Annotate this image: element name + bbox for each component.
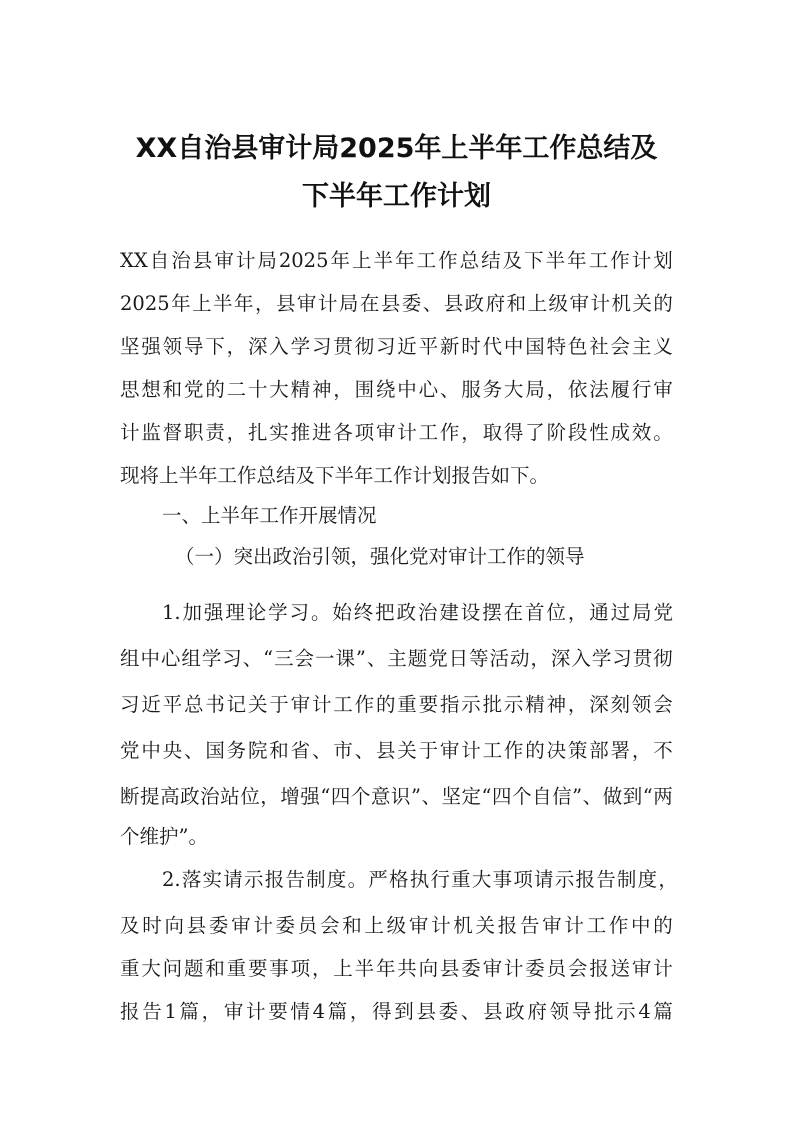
body-line-16: 及 时 向 县 委 审 计 委 员 会 和 上 级 审 计 机 关 报 告 审 计 工 作 中 的 <box>120 914 673 937</box>
document-title-line-1: XX自治县审计局2025年上半年工作总结及 <box>135 133 658 164</box>
body-line-2: 2025 年 上 半 年 ， 县 审 计 局 在 县 委 、 县 政 府 和 上 级 审 计 机 关 的 <box>120 292 673 315</box>
body-line-6: 现将上半年工作总结及下半年工作计划报告如下。 <box>120 464 550 487</box>
body-line-12: 党 中 央 、 国 务 院 和 省 、 市 、 县 关 于 审 计 工 作 的 决 策 部 署 ， 不 <box>120 739 673 762</box>
body-line-1: XX 自 治 县 审 计 局 2025 年 上 半 年 工 作 总 结 及 下 半 年 工 作 计 划 <box>120 249 673 272</box>
body-line-5: 计 监 督 职 责 ， 扎 实 推 进 各 项 审 计 工 作 ， 取 得 了 阶 段 性 成 效 。 <box>120 421 673 444</box>
body-line-4: 思 想 和 党 的 二 十 大 精 神 ， 围 绕 中 心 、 服 务 大 局 ， 依 法 履 行 审 <box>120 378 673 401</box>
body-line-17: 重 大 问 题 和 重 要 事 项 ， 上 半 年 共 向 县 委 审 计 委 员 会 报 送 审 计 <box>120 957 673 980</box>
body-line-14: 个维护”。 <box>120 825 208 848</box>
subsection-heading: （一）突出政治引领，强化党对审计工作的领导 <box>175 545 585 568</box>
document-title-line-2: 下半年工作计划 <box>302 181 491 212</box>
body-line-15: 2. 落 实 请 示 报 告 制 度 。 严 格 执 行 重 大 事 项 请 示 报 告 制 度 ， <box>162 868 678 891</box>
section-heading: 一、上半年工作开展情况 <box>162 504 377 527</box>
body-line-3: 坚 强 领 导 下 ， 深 入 学 习 贯 彻 习 近 平 新 时 代 中 国 特 色 社 会 主 义 <box>120 335 673 358</box>
body-line-10: 组 中 心 组 学 习 、 “ 三 会 一 课 ” 、 主 题 党 日 等 活 动 ， 深 入 学 习 贯 彻 <box>120 647 673 670</box>
body-line-13: 断 提 高 政 治 站 位 ， 增 强 “ 四 个 意 识 ” 、 坚 定 “ 四 个 自 信 ” 、 做 到 “ 两 <box>120 785 673 808</box>
body-line-11: 习 近 平 总 书 记 关 于 审 计 工 作 的 重 要 指 示 批 示 精 神 ， 深 刻 领 会 <box>120 693 673 716</box>
body-line-9: 1. 加 强 理 论 学 习 。 始 终 把 政 治 建 设 摆 在 首 位 ， 通 过 局 党 <box>162 601 673 624</box>
body-line-18: 报 告 1 篇 ， 审 计 要 情 4 篇 ， 得 到 县 委 、 县 政 府 领 导 批 示 4 篇 <box>120 1000 673 1023</box>
